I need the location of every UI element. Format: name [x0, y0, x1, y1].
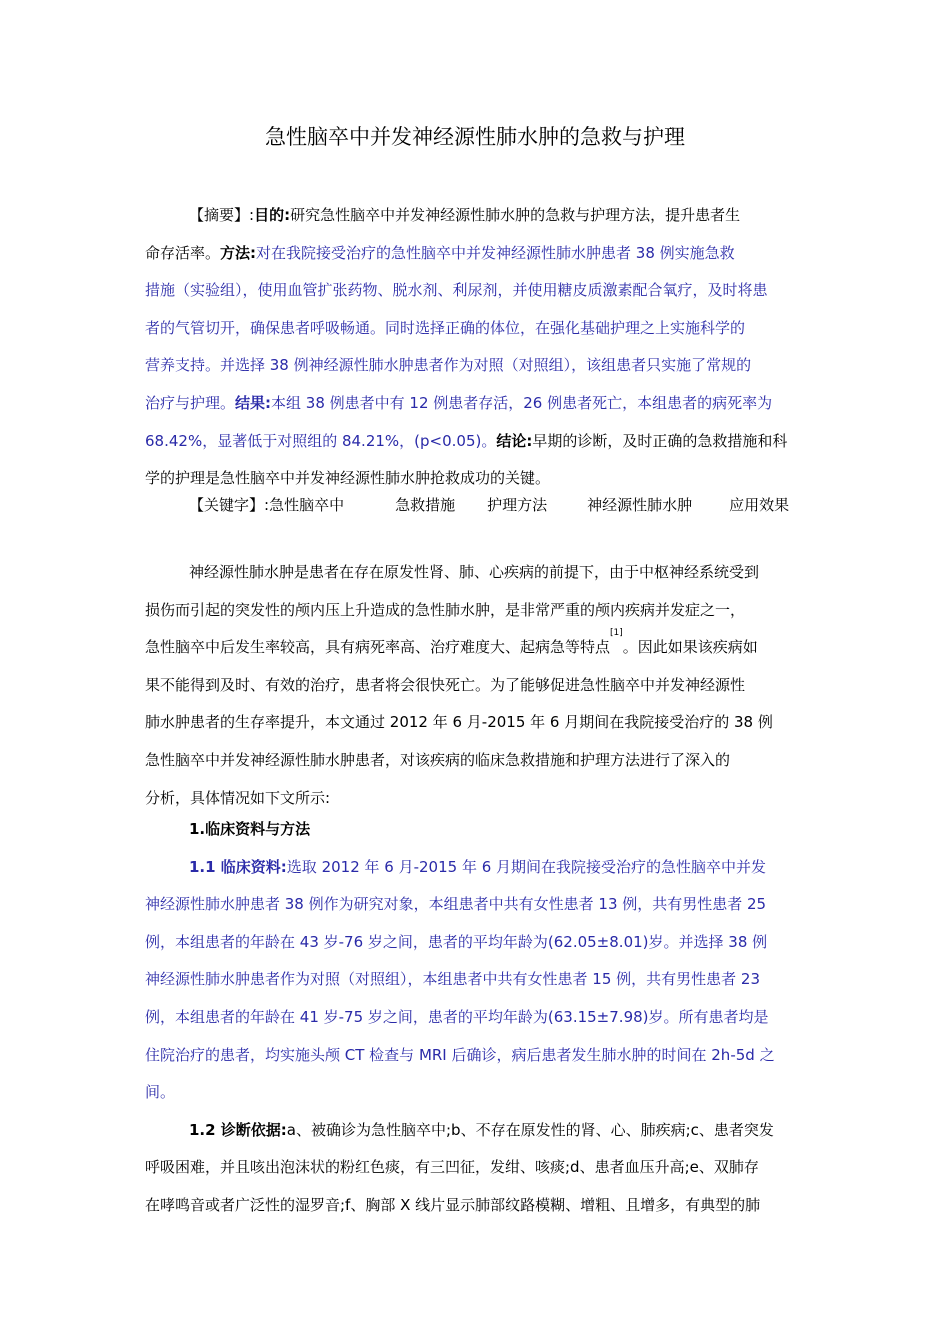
abstract-line [145, 235, 809, 273]
keyword-item: 急救措施 [395, 496, 456, 514]
abstract-line: 者的气管切开，确保患者呼吸畅通。同时选择正确的体位，在强化基础护理之上实施科学的 [145, 318, 746, 337]
section-1 [145, 811, 809, 1225]
section-1-1-line: 神经源性肺水肿患者 38 例作为研究对象，本组患者中共有女性患者 13 例，共有男性患者 25 [145, 895, 767, 914]
objective-label: 目的: [254, 206, 291, 224]
intro-line: 损伤而引起的突发性的颅内压上升造成的急性肺水肿，是非常严重的颅内疾病并发症之一， [145, 600, 746, 619]
clinical-data-label: 1.1 临床资料: [189, 857, 287, 876]
section-1-1-line: 住院治疗的患者，均实施头颅 CT 检查与 MRI 后确诊，病后患者发生肺水肿的时间在 2h-5d 之 [145, 1045, 775, 1064]
intro-section [145, 554, 809, 817]
result-text-end: 68.42%，显著低于对照组的 84.21%，(p<0.05)。 [145, 431, 497, 450]
document-title: 急性脑卒中并发神经源性肺水肿的急救与护理 [265, 125, 685, 149]
abstract-label: 【摘要】: [189, 206, 255, 224]
conclusion-text: 早期的诊断，及时正确的急救措施和科 [532, 431, 788, 450]
method-text-end: 治疗与护理。 [145, 393, 236, 412]
keyword-item: 神经源性肺水肿 [587, 496, 693, 514]
abstract-section [145, 197, 809, 498]
result-text: 本组 38 例患者中有 12 例患者存活，26 例患者死亡，本组患者的病死率为 [271, 393, 773, 412]
section-1-1-line: 例，本组患者的年龄在 41 岁-75 岁之间，患者的平均年龄为(63.15±7.98)岁。所有患者均是 [145, 1007, 769, 1026]
section-1-2-line: 呼吸困难，并且咳出泡沫状的粉红色痰，有三凹征，发绀、咳痰;d、患者血压升高;e、双肺存 [145, 1158, 759, 1177]
diagnosis-text: a、被确诊为急性脑卒中;b、不存在原发性的肾、心、肺疾病;c、患者突发 [286, 1120, 774, 1139]
objective-text: 研究急性脑卒中并发神经源性肺水肿的急救与护理方法，提升患者生 [290, 206, 741, 224]
intro-line: 肺水肿患者的生存率提升，本文通过 2012 年 6 月-2015 年 6 月期间在我院接受治疗的 38 例 [145, 713, 773, 732]
intro-line: 果不能得到及时、有效的治疗，患者将会很快死亡。为了能够促进急性脑卒中并发神经源性 [145, 675, 746, 694]
abstract-line: 营养支持。并选择 38 例神经源性肺水肿患者作为对照（对照组），该组患者只实施了常规的 [145, 356, 752, 375]
diagnosis-label: 1.2 诊断依据: [189, 1120, 287, 1139]
section-1-2-line: 在哮鸣音或者广泛性的湿罗音;f、胸部 X 线片显示肺部纹路模糊、增粗、且增多，有典型的肺 [145, 1195, 761, 1214]
intro-text: 急性脑卒中后发生率较高，具有病死率高、治疗难度大、起病急等特点 [145, 638, 611, 657]
result-label: 结果: [235, 393, 272, 412]
abstract-line: 学的护理是急性脑卒中并发神经源性肺水肿抢救成功的关键。 [145, 469, 551, 488]
keywords-label: 【关键字】: [189, 496, 270, 514]
method-label: 方法: [220, 243, 257, 262]
abstract-line: 措施（实验组），使用血管扩张药物、脱水剂、利尿剂，并使用糖皮质激素配合氧疗，及时将患 [145, 281, 768, 300]
abstract-line [145, 197, 809, 235]
abstract-line [145, 423, 809, 461]
citation-ref: [1] [610, 628, 623, 639]
objective-text-cont: 命存活率。 [145, 243, 221, 262]
section-1-1-line [145, 849, 809, 887]
conclusion-label: 结论: [496, 431, 533, 450]
section-1-1-line: 间。 [145, 1083, 176, 1102]
intro-line: 神经源性肺水肿是患者在存在原发性肾、肺、心疾病的前提下，由于中枢神经系统受到 [189, 563, 760, 581]
section-heading: 1.临床资料与方法 [189, 820, 311, 838]
method-text: 对在我院接受治疗的急性脑卒中并发神经源性肺水肿患者 38 例实施急救 [256, 243, 735, 262]
keywords-row [145, 487, 809, 524]
intro-line [145, 629, 809, 667]
section-1-2-line [145, 1112, 809, 1150]
keyword-item: 急性脑卒中 [269, 496, 345, 514]
section-1-1-line: 神经源性肺水肿患者作为对照（对照组），本组患者中共有女性患者 15 例，共有男性患者 23 [145, 970, 760, 989]
intro-text: 。因此如果该疾病如 [622, 638, 758, 657]
keyword-item: 应用效果 [729, 496, 790, 514]
abstract-line [145, 385, 809, 423]
intro-line: 分析，具体情况如下文所示: [145, 788, 331, 807]
keyword-item: 护理方法 [487, 496, 548, 514]
clinical-data-text: 选取 2012 年 6 月-2015 年 6 月期间在我院接受治疗的急性脑卒中并发 [286, 857, 767, 876]
section-1-1-line: 例，本组患者的年龄在 43 岁-76 岁之间，患者的平均年龄为(62.05±8.01)岁。并选择 38 例 [145, 932, 768, 951]
intro-line: 急性脑卒中并发神经源性肺水肿患者，对该疾病的临床急救措施和护理方法进行了深入的 [145, 750, 731, 769]
